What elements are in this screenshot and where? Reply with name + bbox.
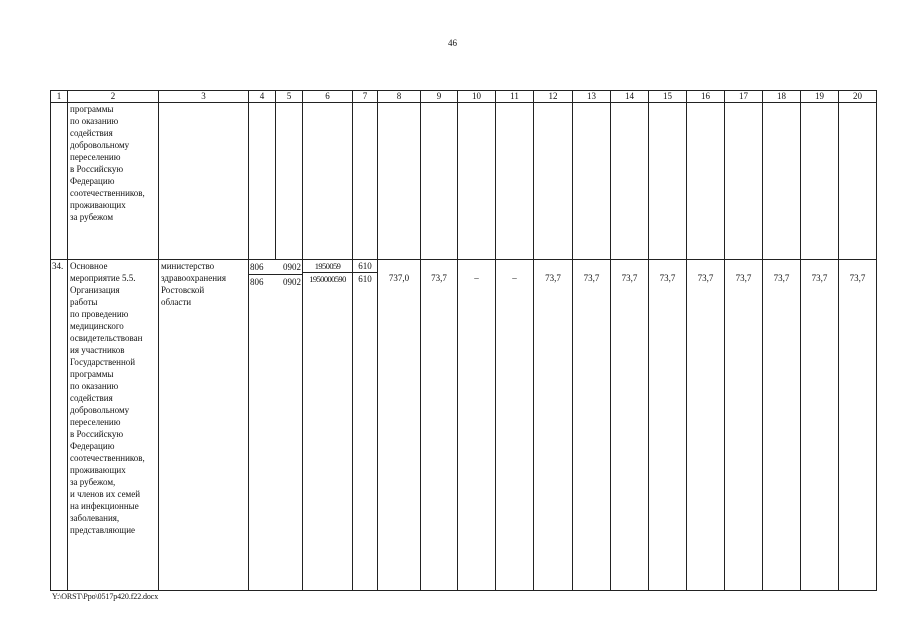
- col-header: 1: [51, 91, 68, 103]
- col-header: 5: [276, 91, 303, 103]
- value-total: 737,0: [378, 260, 421, 591]
- value-cell: 73,7: [534, 260, 573, 591]
- continuation-text: программы по оказанию содействия добровольному переселению в Российскую Федерацию соотечественников, проживающих за рубежом: [68, 103, 159, 260]
- value-cell: –: [458, 260, 496, 591]
- col-header: 4: [249, 91, 276, 103]
- value-cell: 73,7: [763, 260, 801, 591]
- col-header: 20: [839, 91, 877, 103]
- header-row: [51, 91, 877, 103]
- value-cell: 73,7: [725, 260, 763, 591]
- value-cell: 73,7: [649, 260, 687, 591]
- col-header: 9: [421, 91, 458, 103]
- col-header: 2: [68, 91, 159, 103]
- grbs-rzpr-codes: [249, 260, 303, 591]
- col-header: 17: [725, 91, 763, 103]
- activity-name: Основное мероприятие 5.5. Организация работы по проведению медицинского освидетельствован ия участников Государственной программы по оказанию содействия добровольному переселению в Российскую Федерацию соотечественников, проживающих за рубежом, и членов их семей на инфекционные заболевания, представляющие: [68, 260, 159, 591]
- value-cell: 73,7: [801, 260, 839, 591]
- value-cell: 73,7: [421, 260, 458, 591]
- col-header: 11: [496, 91, 534, 103]
- value-cell: 73,7: [839, 260, 877, 591]
- continuation-row: [51, 103, 877, 260]
- csr-codes: 1950059 1950000590: [303, 260, 353, 591]
- code-line-2: 806 0902: [250, 277, 301, 287]
- value-cell: –: [496, 260, 534, 591]
- row-number: 34.: [51, 260, 68, 591]
- value-cell: 73,7: [687, 260, 725, 591]
- executor: министерство здравоохранения Ростовской области: [159, 260, 249, 591]
- col-header: 8: [378, 91, 421, 103]
- col-header: 19: [801, 91, 839, 103]
- col-header: 10: [458, 91, 496, 103]
- col-header: 6: [303, 91, 353, 103]
- budget-table: [50, 90, 877, 591]
- page-number: 46: [448, 38, 457, 48]
- code-line-1: 806 0902: [249, 260, 302, 275]
- col-header: 7: [353, 91, 378, 103]
- value-cell: 73,7: [611, 260, 649, 591]
- col-header: 14: [611, 91, 649, 103]
- col-header: 16: [687, 91, 725, 103]
- col-header: 15: [649, 91, 687, 103]
- table-row-34: [51, 260, 877, 591]
- value-cell: 73,7: [573, 260, 611, 591]
- col-header: 3: [159, 91, 249, 103]
- col-header: 13: [573, 91, 611, 103]
- vr-codes: 610 610: [353, 260, 378, 591]
- col-header: 12: [534, 91, 573, 103]
- col-header: 18: [763, 91, 801, 103]
- file-path-footer: Y:\ORST\Ppo\0517p420.f22.docx: [52, 592, 159, 601]
